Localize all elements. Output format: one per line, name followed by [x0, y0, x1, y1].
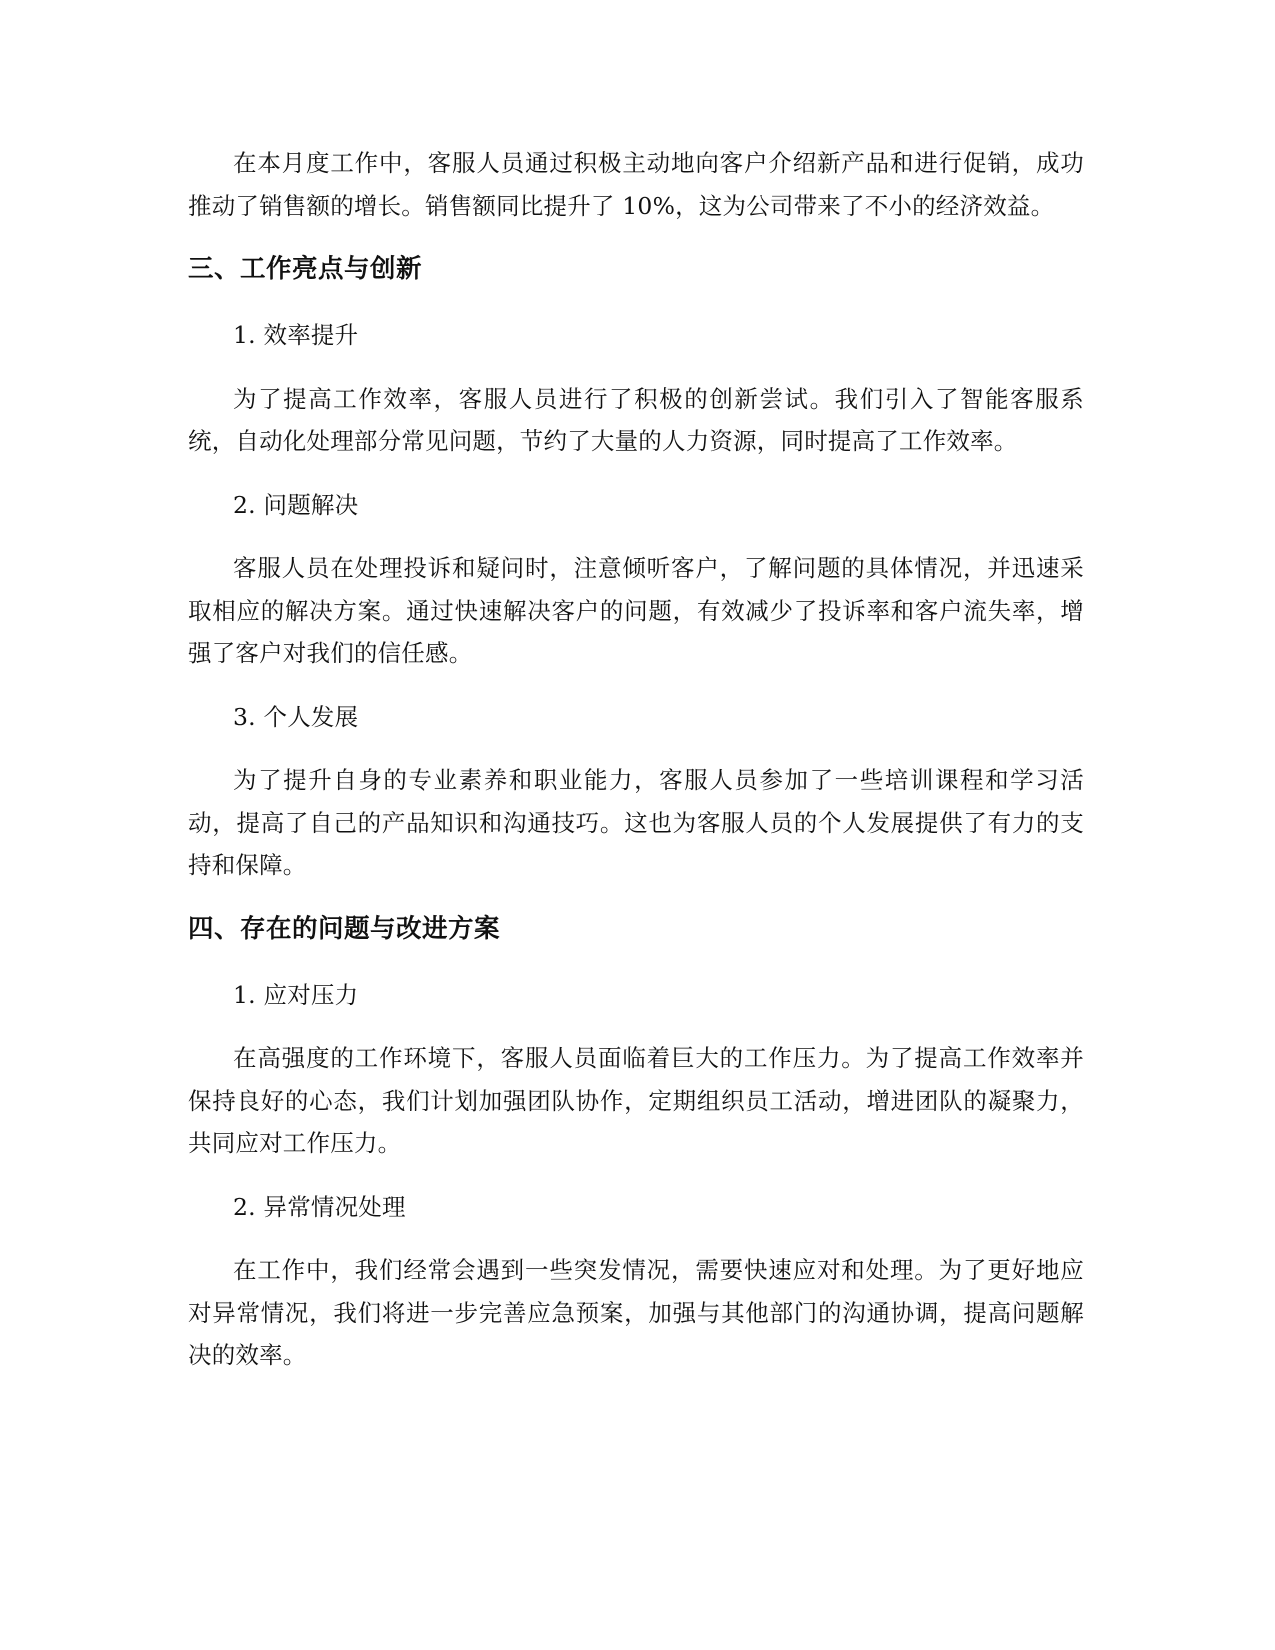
section-heading-problems: 四、存在的问题与改进方案 — [188, 913, 501, 944]
document-body — [188, 142, 1084, 1398]
subheading-pressure: 1. 应对压力 — [233, 980, 359, 1009]
paragraph-exception-handling: 在工作中，我们经常会遇到一些突发情况，需要快速应对和处理。为了更好地应对异常情况，我们将进一步完善应急预案，加强与其他部门的沟通协调，提高问题解决的效率。 — [188, 1256, 1084, 1369]
paragraph-efficiency: 为了提高工作效率，客服人员进行了积极的创新尝试。我们引入了智能客服系统，自动化处理部分常见问题，节约了大量的人力资源，同时提高了工作效率。 — [188, 384, 1084, 455]
subheading-personal-development: 3. 个人发展 — [233, 702, 359, 731]
intro-paragraph: 在本月度工作中，客服人员通过积极主动地向客户介绍新产品和进行促销，成功推动了销售额的增长。销售额同比提升了 10%，这为公司带来了不小的经济效益。 — [188, 149, 1084, 220]
subheading-exception-handling: 2. 异常情况处理 — [233, 1192, 406, 1221]
paragraph-problem-solving: 客服人员在处理投诉和疑问时，注意倾听客户，了解问题的具体情况，并迅速采取相应的解决方案。通过快速解决客户的问题，有效减少了投诉率和客户流失率，增强了客户对我们的信任感。 — [188, 554, 1084, 667]
paragraph-pressure: 在高强度的工作环境下，客服人员面临着巨大的工作压力。为了提高工作效率并保持良好的心态，我们计划加强团队协作，定期组织员工活动，增进团队的凝聚力，共同应对工作压力。 — [188, 1044, 1084, 1157]
section-heading-highlights: 三、工作亮点与创新 — [188, 254, 423, 284]
subheading-efficiency: 1. 效率提升 — [233, 321, 359, 349]
paragraph-personal-development: 为了提升自身的专业素养和职业能力，客服人员参加了一些培训课程和学习活动，提高了自己的产品知识和沟通技巧。这也为客服人员的个人发展提供了有力的支持和保障。 — [188, 766, 1084, 879]
subheading-problem-solving: 2. 问题解决 — [233, 490, 359, 519]
